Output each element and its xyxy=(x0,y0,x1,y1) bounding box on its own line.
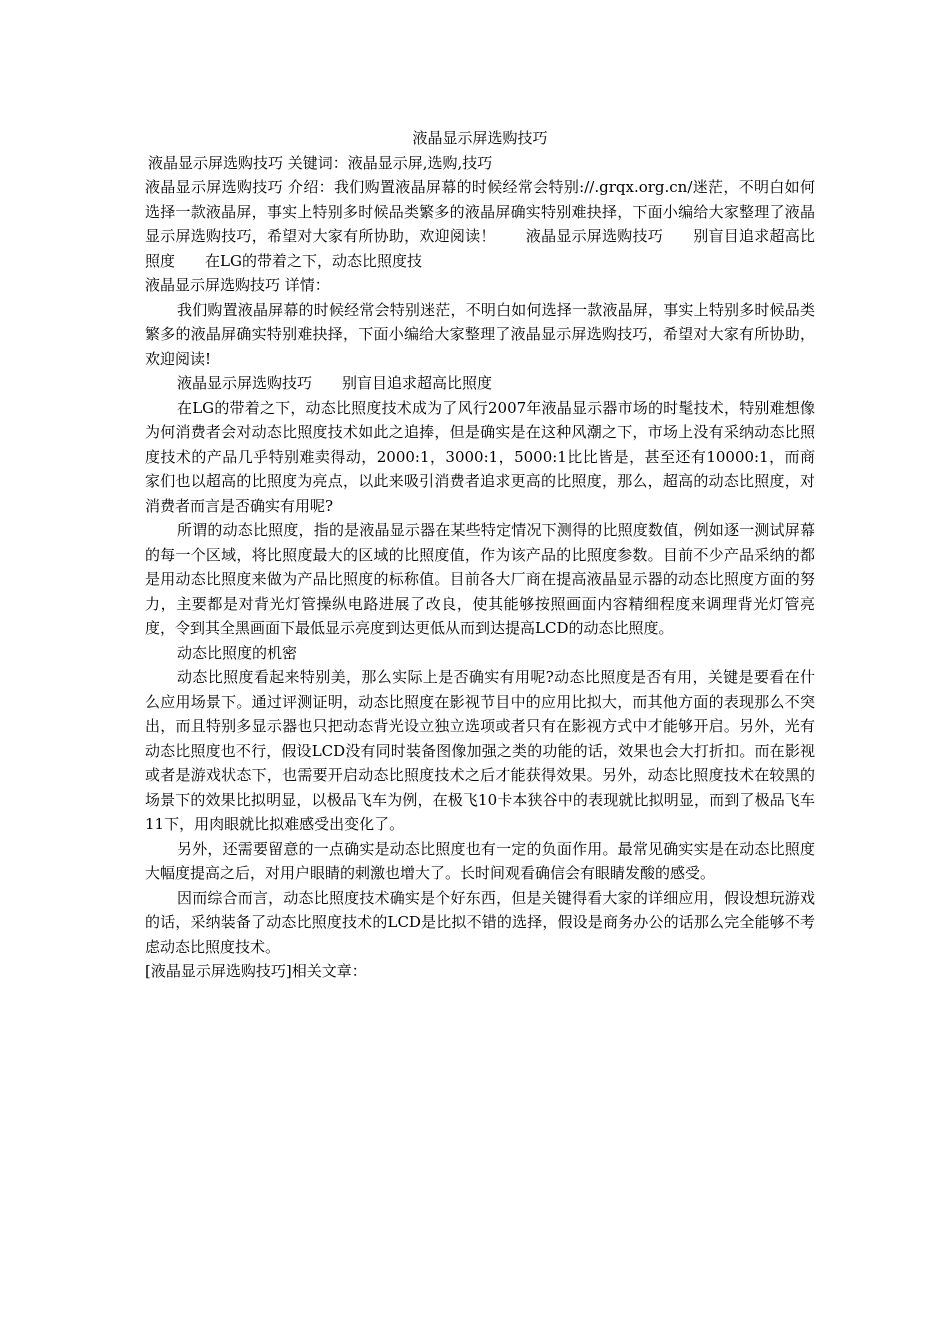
subheading-1 xyxy=(145,371,815,396)
subheading-1b: 别盲目追求超高比照度 xyxy=(342,374,493,392)
paragraph-2: 在LG的带着之下，动态比照度技术成为了风行2007年液晶显示器市场的时髦技术，特别难想像为何消费者会对动态比照度技术如此之追捧，但是确实是在这种风潮之下，市场上没有采纳动态比照度技术的产品几乎特别难卖得动，2000:1，3000:1，5000:1比比皆是，甚至还有10000:1，而商家们也以超高的比照度为亮点，以此来吸引消费者追求更高的比照度，那么，超高的动态比照度，对消费者而言是否确实有用呢? xyxy=(145,398,815,515)
subheading-2: 动态比照度的机密 xyxy=(177,643,298,662)
intro-tail-a: 液晶显示屏选购技巧 xyxy=(525,227,664,245)
intro-tail-b: 别盲目追求超高比照度 xyxy=(145,227,815,270)
related-articles-label: [液晶显示屏选购技巧]相关文章： xyxy=(145,962,367,980)
paragraph-6: 因而综合而言，动态比照度技术确实是个好东西，但是关键得看大家的详细应用，假设想玩游戏的话，采纳装备了动态比照度技术的LCD是比拟不错的选择，假设是商务办公的话那么完全能够不考虑动态比照度技术。 xyxy=(145,888,815,956)
keywords-line: 液晶显示屏选购技巧 关键词：液晶显示屏,选购,技巧 xyxy=(148,153,493,172)
details-label: 液晶显示屏选购技巧 详情： xyxy=(145,276,330,294)
document-title: 液晶显示屏选购技巧 xyxy=(412,129,548,147)
intro-text: 液晶显示屏选购技巧 介绍：我们购置液晶屏幕的时候经常会特别://.grqx.org.cn/迷茫，不明白如何选择一款液晶屏，事实上特别多时候品类繁多的液晶屏确实特别难抉择，下面小编给大家整理了液晶显示屏选购技巧，希望对大家有所协助，欢迎阅读！ xyxy=(145,178,815,245)
document-body xyxy=(145,126,815,984)
paragraph-4: 动态比照度看起来特别美，那么实际上是否确实有用呢?动态比照度是否有用，关键是要看在什么应用场景下。通过评测证明，动态比照度在影视节目中的应用比拟大，而其他方面的表现那么不突出，而且特别多显示器也只把动态背光设立独立选项或者只有在影视方式中才能够开启。另外，光有动态比照度也不行，假设LCD没有同时装备图像加强之类的功能的话，效果也会大打折扣。而在影视或者是游戏状态下，也需要开启动态比照度技术之后才能获得效果。另外，动态比照度技术在较黑的场景下的效果比拟明显，以极品飞车为例，在极飞10卡本狭谷中的表现就比拟明显，而到了极品飞车11下，用肉眼就比拟难感受出变化了。 xyxy=(145,668,815,833)
paragraph-3: 所谓的动态比照度，指的是液晶显示器在某些特定情况下测得的比照度数值，例如逐一测试屏幕的每一个区域，将比照度最大的区域的比照度值，作为该产品的比照度参数。目前不少产品采纳的都是用动态比照度来做为产品比照度的标称值。目前各大厂商在提高液晶显示器的动态比照度方面的努力，主要都是对背光灯管操纵电路进展了改良，使其能够按照画面内容精细程度来调理背光灯管亮度，令到其全黑画面下最低显示亮度到达更低从而到达提高LCD的动态比照度。 xyxy=(145,521,815,637)
paragraph-1: 我们购置液晶屏幕的时候经常会特别迷茫，不明白如何选择一款液晶屏，事实上特别多时候品类繁多的液晶屏确实特别难抉择，下面小编给大家整理了液晶显示屏选购技巧，希望对大家有所协助，欢迎阅读! xyxy=(145,300,815,368)
intro-tail-c: 在LG的带着之下，动态比照度技 xyxy=(205,251,422,270)
intro-line xyxy=(145,175,815,273)
paragraph-5: 另外，还需要留意的一点确实是动态比照度也有一定的负面作用。最常见确实实是在动态比照度大幅度提高之后，对用户眼睛的刺激也增大了。长时间观看确信会有眼睛发酸的感受。 xyxy=(145,839,815,882)
subheading-1a: 液晶显示屏选购技巧 xyxy=(177,374,313,392)
